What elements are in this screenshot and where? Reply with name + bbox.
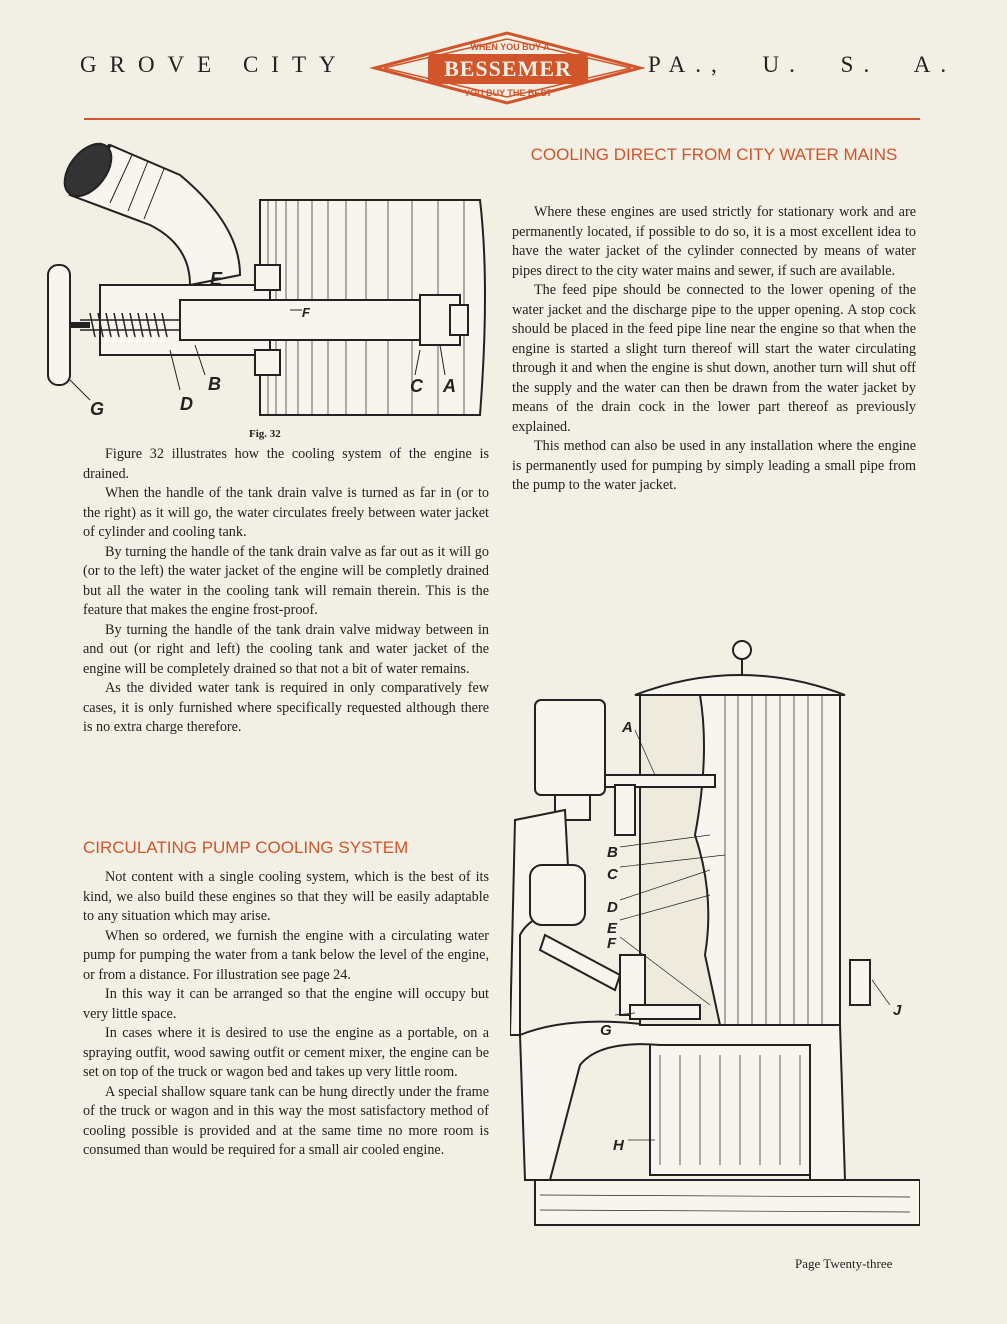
tank-label: G [600, 1022, 612, 1039]
paragraph: A special shallow square tank can be hung directly under the frame of the truck or wagon and in this way the most satisfactory method of cooling possible is provided and at the same time no more room is consumed than would be required for a small air cooled engine. [83, 1083, 489, 1158]
fig32-label: E [210, 269, 223, 289]
header-state [648, 52, 976, 78]
logo-center-text: BESSEMER [444, 56, 572, 81]
paragraph: Not content with a single cooling system, which is the best of its kind, we also build these engines so that they will be easily adaptable to any situation which may arise. [83, 869, 489, 924]
paragraph: In cases where it is desired to use the engine as a portable, on a spraying outfit, wood sawing outfit or cement mixer, the engine can be set on top of the truck or wagon bed and takes up very little room. [83, 1025, 489, 1080]
page-number: Page Twenty-three [795, 1256, 893, 1271]
bessemer-logo [370, 30, 645, 106]
paragraph: The feed pipe should be connected to the lower opening of the water jacket and the discharge pipe to the upper opening. A stop cock should be placed in the feed pipe line near the engine so that when the engine is started a slight turn thereof will start the water circulating through it and when the engine is shut down, another turn will shut off the supply and the water can then be drawn from the water jacket by means of the drain cock in the lower part thereof as previously explained. [512, 282, 916, 435]
paragraph: As the divided water tank is required in only comparatively few cases, it is only furnished where specifically requested although there is no extra charge therefore. [83, 680, 489, 735]
header-rule [84, 118, 920, 120]
header-city: GROVE CITY [80, 52, 349, 77]
logo-bottom-text: YOU BUY THE BEST [464, 88, 552, 98]
figure-32-drain-valve [40, 135, 500, 425]
tank-label: D [607, 899, 618, 916]
tank-label: C [607, 866, 618, 883]
paragraph: When the handle of the tank drain valve is turned as far in (or to the right) as it will go, the water circulates freely between water jacket of cylinder and cooling tank. [83, 485, 489, 540]
paragraph: This method can also be used in any installation where the engine is permanently used for pumping by simply leading a small pipe from the pump to the water jacket. [512, 438, 916, 493]
fig32-label: A [443, 376, 456, 396]
tank-label: B [607, 844, 618, 861]
paragraph: When so ordered, we furnish the engine with a circulating water pump for pumping the water from a tank below the level of the engine, or from a distance. For illustration see page 24. [83, 927, 489, 983]
figure-32-caption: Fig. 32 [249, 428, 281, 440]
left-column-section-text [83, 868, 489, 1161]
tank-label: A [622, 719, 633, 736]
logo-top-text: WHEN YOU BUY A [470, 42, 550, 52]
tank-label: J [893, 1002, 902, 1019]
fig32-label: D [180, 394, 193, 414]
header-state-part: U. [762, 52, 805, 77]
cooling-tank-illustration [510, 635, 920, 1235]
left-column-text [83, 445, 489, 738]
paragraph: By turning the handle of the tank drain valve midway between in and out (or right and left) the cooling tank and water jacket of the engine will be completely drained so that not a bit of water remains. [83, 621, 489, 677]
tank-label: F [607, 935, 617, 952]
fig32-label: G [90, 399, 105, 419]
section-heading-city-water: COOLING DIRECT FROM CITY WATER MAINS [530, 145, 898, 164]
paragraph: In this way it can be arranged so that the engine will occupy but very little space. [83, 986, 489, 1022]
header-state-part: S. [840, 52, 880, 77]
header-state-part: PA., [648, 52, 727, 77]
paragraph: By turning the handle of the tank drain valve as far out as it will go (or to the left) the water jacket of the engine will be completly drained but all the water in the cooling tank will remain therein. This is the feature that makes the engine frost-proof. [83, 543, 489, 618]
header-state-part: A. [913, 52, 957, 77]
paragraph: Where these engines are used strictly for stationary work and are permanently located, if possible to do so, it is a most excellent idea to have the water jacket of the cylinder connected by means of water pipes direct to the city water mains and sewer, if such are available. [512, 204, 916, 279]
section-heading-circulating-pump: CIRCULATING PUMP COOLING SYSTEM [83, 838, 409, 857]
right-column-text [512, 203, 916, 496]
fig32-label: B [208, 374, 221, 394]
tank-label: H [613, 1137, 624, 1154]
tank-label: E [607, 920, 618, 937]
paragraph: Figure 32 illustrates how the cooling system of the engine is drained. [83, 446, 489, 482]
fig32-label: F [302, 305, 310, 320]
fig32-label: C [410, 376, 423, 396]
